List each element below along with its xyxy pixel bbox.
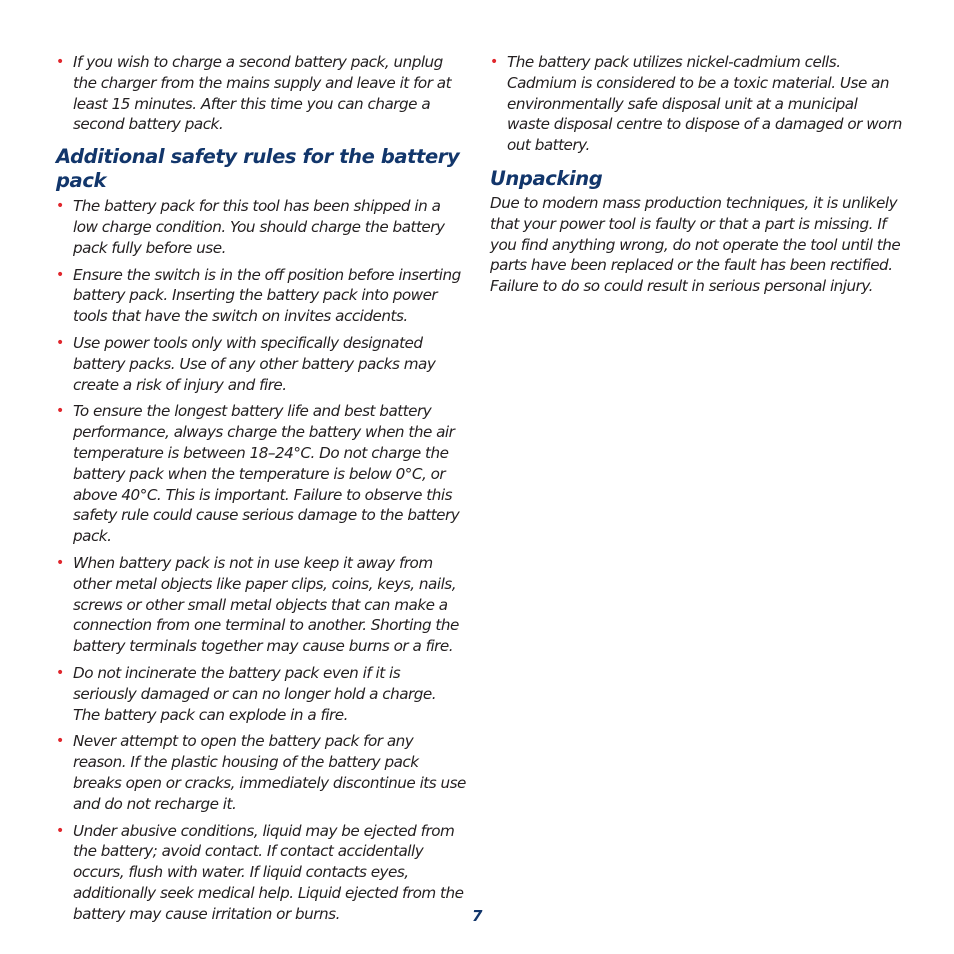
list-item	[490, 52, 902, 156]
section-heading-unpacking: Unpacking	[490, 166, 603, 190]
list-item	[56, 265, 466, 327]
disposal-bullet-list	[490, 52, 902, 156]
bullet-icon: •	[490, 54, 498, 70]
bullet-text: If you wish to charge a second battery pack, unplug the charger from the mains supply and leave it for at least 15 minutes. After this time you can charge a second battery pack.	[73, 53, 452, 134]
bullet-icon: •	[56, 198, 64, 215]
list-item	[56, 821, 466, 925]
bullet-text: The battery pack for this tool has been shipped in a low charge condition. You should charge the battery pack fully before use.	[73, 197, 445, 257]
bullet-icon: •	[56, 334, 64, 351]
bullet-icon: •	[56, 266, 64, 283]
list-item	[56, 52, 466, 135]
right-column	[490, 52, 902, 297]
bullet-text: Under abusive conditions, liquid may be ejected from the battery; avoid contact. If contact accidentally occurs, flush with water. If liquid contacts eyes, additionally seek medical help. Liquid ejected from the battery may cause irritation or burns.	[73, 821, 464, 923]
list-item	[56, 401, 466, 547]
section-heading-safety-rules: Additional safety rules for the battery pack	[56, 145, 460, 193]
safety-bullet-list	[56, 196, 466, 924]
list-item	[56, 663, 466, 725]
bullet-text: The battery pack utilizes nickel-cadmium cells. Cadmium is considered to be a toxic material. Use an environmentally safe disposal unit at a municipal waste disposal centre to dispose of a damaged or worn out battery.	[507, 53, 902, 155]
intro-bullet-list	[56, 52, 466, 135]
list-item	[56, 553, 466, 657]
bullet-text: Do not incinerate the battery pack even if it is seriously damaged or can no longer hold a charge. The battery pack can explode in a fire.	[73, 663, 437, 724]
bullet-icon: •	[56, 54, 64, 70]
bullet-text: Ensure the switch is in the off position before inserting battery pack. Inserting the battery pack into power tools that have the switch on invites accidents.	[73, 265, 461, 326]
unpacking-paragraph: Due to modern mass production techniques, it is unlikely that your power tool is faulty or that a part is missing. If you find anything wrong, do not operate the tool until the parts have been replaced or the fault has been rectified. Failure to do so could result in serious personal injury.	[490, 193, 901, 296]
bullet-icon: •	[56, 733, 64, 750]
bullet-text: When battery pack is not in use keep it away from other metal objects like paper clips, coins, keys, nails, screws or other small metal objects that can make a connection from one terminal to another. Shorting the battery terminals together may cause burns or a fire.	[73, 553, 459, 656]
bullet-icon: •	[56, 554, 64, 571]
bullet-icon: •	[56, 403, 64, 420]
list-item	[56, 196, 466, 258]
bullet-text: Use power tools only with specifically designated battery packs. Use of any other battery packs may create a risk of injury and fire.	[73, 333, 436, 394]
left-column	[56, 52, 466, 930]
bullet-icon: •	[56, 822, 64, 839]
list-item	[56, 333, 466, 395]
page-number: 7	[472, 907, 483, 925]
list-item	[56, 731, 466, 814]
bullet-icon: •	[56, 664, 64, 681]
bullet-text: To ensure the longest battery life and best battery performance, always charge the battery when the air temperature is between 18–24°C. Do not charge the battery pack when the temperature is below 0°C, or above 40°C. This is important. Failure to observe this safety rule could cause serious damage to the battery pack.	[73, 402, 460, 546]
bullet-text: Never attempt to open the battery pack for any reason. If the plastic housing of the battery pack breaks open or cracks, immediately discontinue its use and do not recharge it.	[73, 732, 466, 813]
